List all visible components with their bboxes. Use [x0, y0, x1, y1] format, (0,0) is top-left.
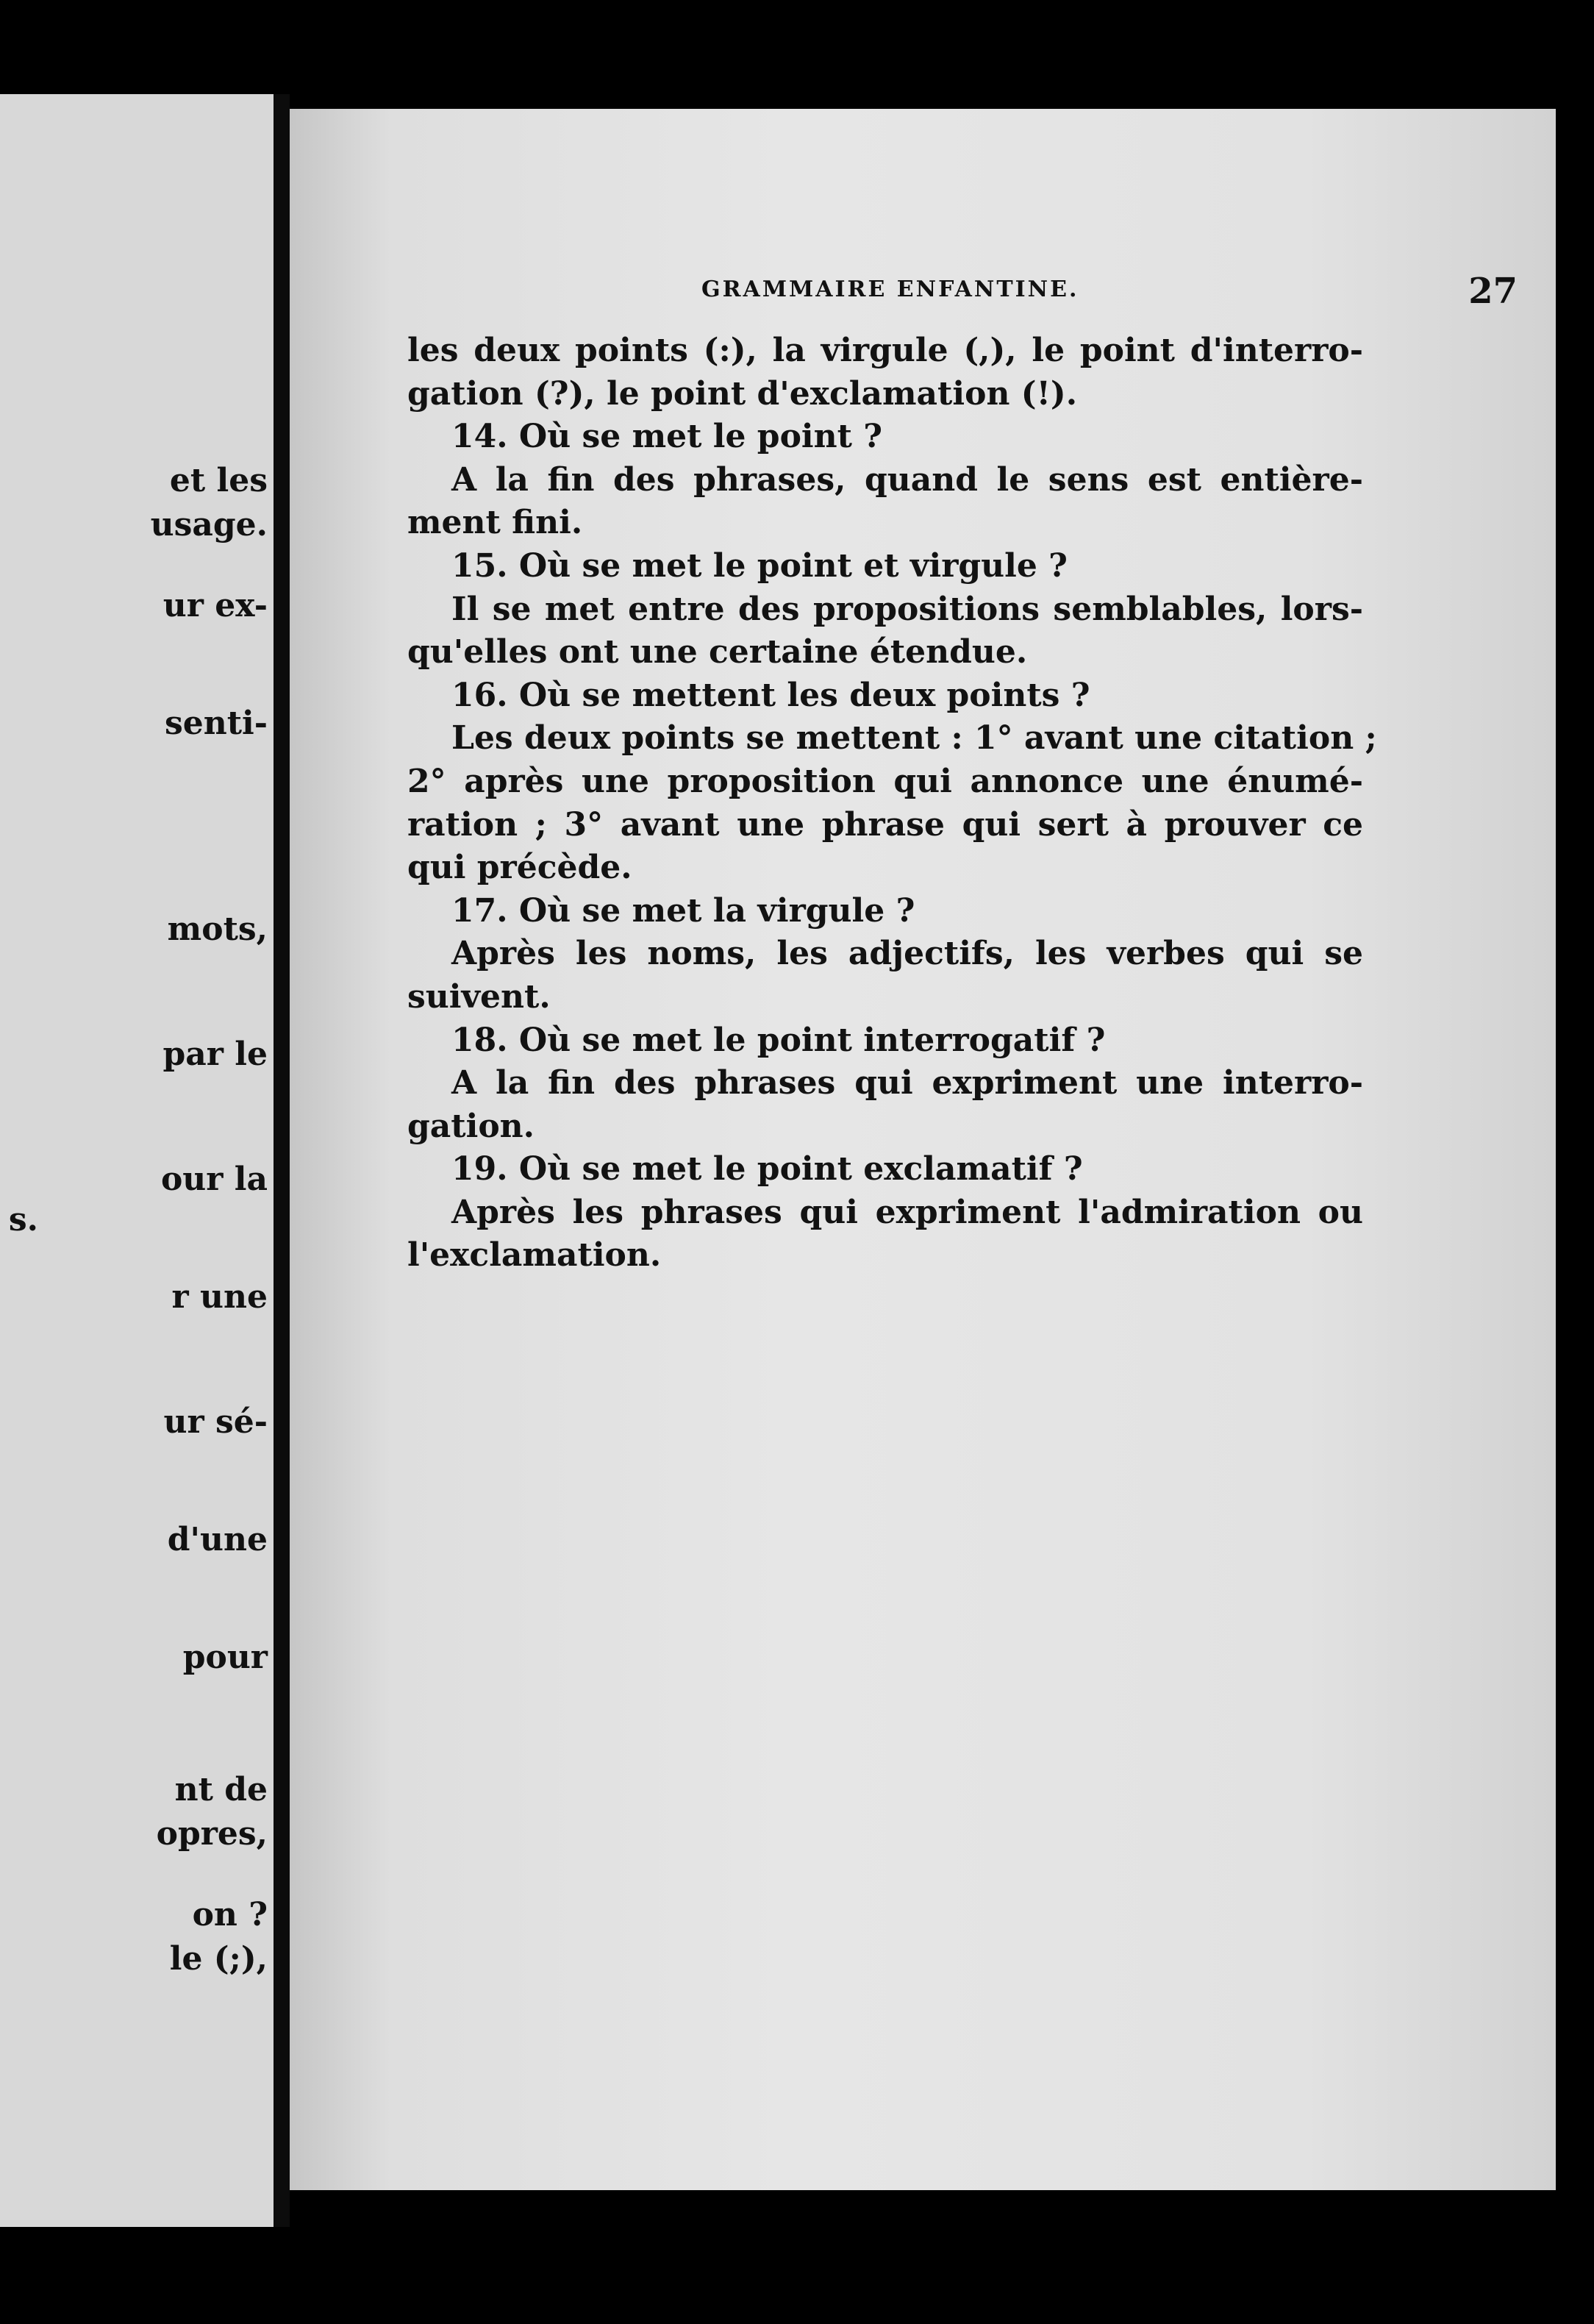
- text-line: A la fin des phrases qui expriment une interro-: [451, 1064, 1363, 1102]
- text-line: les deux points (:), la virgule (,), le point d'interro-: [407, 332, 1363, 369]
- left-page-text: pour: [182, 1639, 268, 1676]
- left-page-text: et les: [169, 462, 268, 499]
- text-line: Après les phrases qui expriment l'admiration ou: [451, 1193, 1363, 1231]
- text-line: 17. Où se met la virgule ?: [451, 891, 915, 930]
- page-body-text: [407, 329, 1377, 1277]
- page-number: 27: [1468, 271, 1518, 312]
- left-page-text: d'une: [167, 1521, 268, 1558]
- left-page-text: par le: [162, 1036, 268, 1073]
- text-line: 18. Où se met le point interrogatif ?: [451, 1021, 1106, 1059]
- left-page-text: ur sé-: [163, 1403, 268, 1441]
- text-line: qu'elles ont une certaine étendue.: [407, 633, 1028, 671]
- text-line: gation (?), le point d'exclamation (!).: [407, 374, 1078, 413]
- left-page-text: senti-: [164, 705, 268, 742]
- left-page-text: mots,: [167, 910, 268, 948]
- text-line: gation.: [407, 1107, 535, 1145]
- text-line: 15. Où se met le point et virgule ?: [451, 546, 1068, 585]
- left-page-text: usage.: [150, 506, 268, 543]
- text-line: 14. Où se met le point ?: [451, 418, 883, 456]
- text-line: Les deux points se mettent : 1° avant une citation ;: [451, 719, 1377, 758]
- left-page-text: r une: [171, 1278, 268, 1316]
- left-page-text: opres,: [156, 1815, 268, 1853]
- page-header: [701, 271, 1518, 322]
- text-line: A la fin des phrases, quand le sens est entière-: [451, 460, 1363, 499]
- left-page-text: nt de: [174, 1771, 268, 1808]
- left-page-text: our la: [160, 1161, 268, 1198]
- running-title: GRAMMAIRE ENFANTINE.: [701, 277, 1079, 302]
- text-line: l'exclamation.: [407, 1236, 662, 1275]
- left-page-text: s.: [8, 1201, 38, 1238]
- text-line: 19. Où se met le point exclamatif ?: [451, 1150, 1083, 1188]
- text-line: 16. Où se mettent les deux points ?: [451, 676, 1090, 714]
- book-page: [290, 109, 1556, 2190]
- text-line: Il se met entre des propositions semblables, lors-: [451, 590, 1363, 628]
- text-line: Après les noms, les adjectifs, les verbes qui se: [451, 935, 1363, 973]
- left-page-text: le (;),: [169, 1940, 268, 1978]
- text-line: 2° après une proposition qui annonce une énumé-: [407, 762, 1363, 800]
- text-line: ration ; 3° avant une phrase qui sert à prouver ce: [407, 805, 1363, 844]
- text-line: qui précède.: [407, 849, 632, 887]
- book-gutter: [274, 94, 290, 2227]
- left-page-text: ur ex-: [162, 587, 268, 624]
- text-line: suivent.: [407, 977, 551, 1016]
- text-line: ment fini.: [407, 504, 583, 542]
- left-page-text: on ?: [192, 1896, 268, 1933]
- left-page-fragment: [0, 94, 274, 2227]
